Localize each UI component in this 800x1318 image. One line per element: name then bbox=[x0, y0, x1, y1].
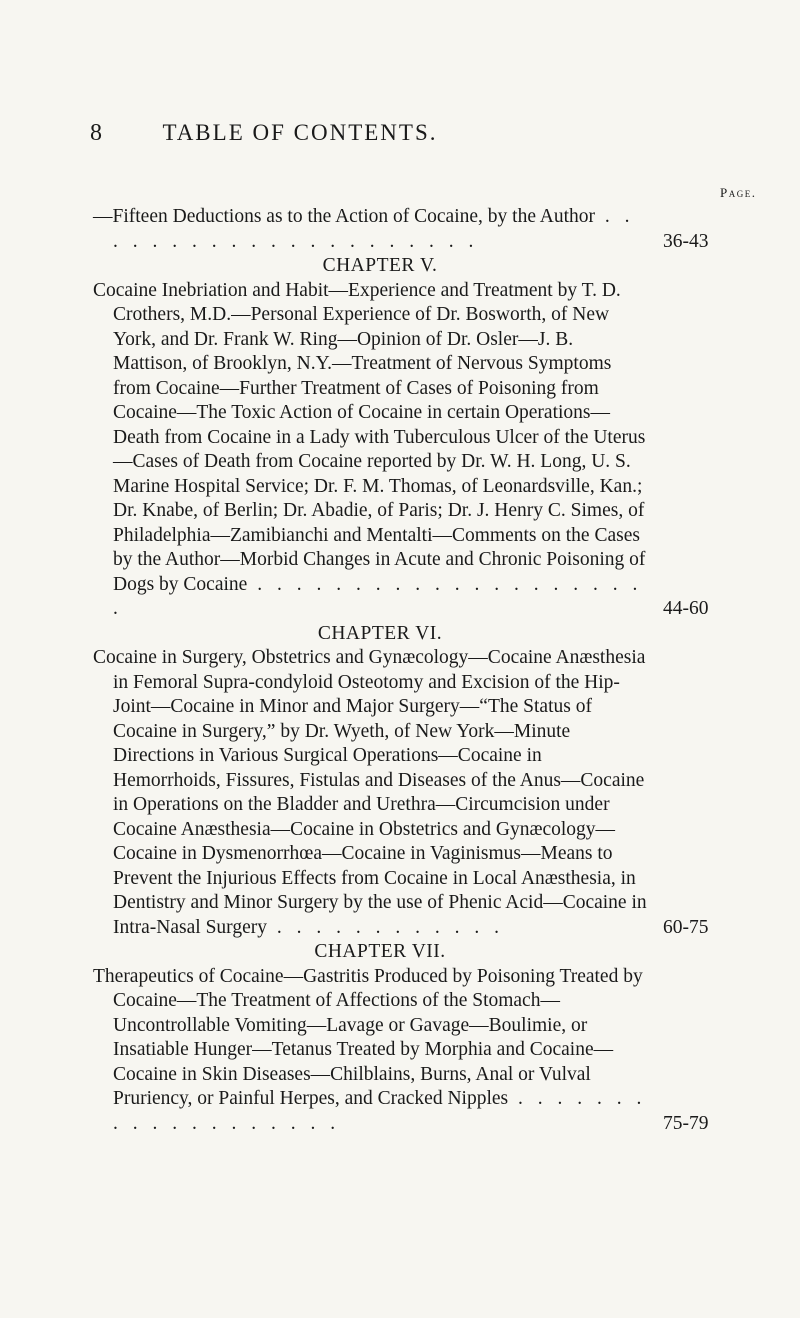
dot-leader: . . . . . . . . . . . . . . . . . . . . . bbox=[113, 573, 643, 619]
running-head: TABLE OF CONTENTS. bbox=[162, 120, 438, 145]
chapter-heading: CHAPTER VII. bbox=[314, 941, 446, 962]
dot-leader: . . . . . . . . . . . . bbox=[266, 916, 504, 938]
entry-text: Cocaine Inebriation and Habit—Experience and Treatment by T. D. Crothers, M.D.—Personal Experience of Dr. Bosworth, of New York, and Dr. Frank W. Ring—Opinion of Dr. Osler—J. B. Mattison, of Brooklyn, N.Y.—Treatment of Nervous Symptoms from Cocaine—Further Treatment of Cases of Poisoning from Cocaine—The Toxic Action of Cocaine in certain Operations—Death from Cocaine in a Lady with Tuberculous Ulcer of the Uterus—Cases of Death from Cocaine reported by Dr. W. H. Long, U. S. Marine Hospital Service; Dr. F. M. Thomas, of Leonardsville, Kan.; Dr. Knabe, of Berlin; Dr. Abadie, of Paris; Dr. J. Henry C. Simes, of Philadelphia—Zamibianchi and Mentalti—Comments on the Cases by the Author—Morbid Changes in Acute and Chronic Poisoning of Dogs by Cocaine bbox=[93, 279, 646, 595]
chapter-heading: CHAPTER VI. bbox=[317, 622, 443, 644]
contents-entry bbox=[93, 205, 709, 254]
page-number: 8 bbox=[90, 120, 103, 146]
entry-pages: 75-79 bbox=[663, 1112, 709, 1134]
entry-text: Cocaine in Surgery, Obstetrics and Gynæcology—Cocaine Anæsthesia in Femoral Supra-condyloid Osteotomy and Excision of the Hip-Joint—Cocaine in Minor and Major Surgery—“The Status of Cocaine in Surgery,” by Dr. Wyeth, of New York—Minute Directions in Various Surgical Operations—Cocaine in Hemorrhoids, Fissures, Fistulas and Diseases of the Anus—Cocaine in Operations on the Bladder and Urethra—Circumcision under Cocaine Anæsthesia—Cocaine in Obstetrics and Gynæcology—Cocaine in Dysmenorrhœa—Cocaine in Vaginismus—Means to Prevent the Injurious Effects from Cocaine in Local Anæsthesia, in Dentistry and Minor Surgery by the use of Phenic Acid—Cocaine in Intra-Nasal Surgery bbox=[93, 647, 647, 938]
dot-leader: . . . . . . . . . . . . . . . . . . . . . bbox=[113, 206, 635, 252]
entry-text: —Fifteen Deductions as to the Action of Cocaine, by the Author bbox=[93, 206, 596, 227]
page-column-label: Page. bbox=[720, 185, 757, 200]
page-header bbox=[0, 118, 800, 148]
chapter-heading: CHAPTER V. bbox=[322, 255, 438, 276]
entry-pages: 60-75 bbox=[663, 916, 709, 938]
contents-list bbox=[93, 205, 733, 1136]
dot-leader: . . . . . . . . . . . . . . . . . . . bbox=[113, 1088, 647, 1134]
contents-entry bbox=[93, 646, 709, 940]
entry-pages: 36-43 bbox=[663, 230, 709, 252]
contents-entry bbox=[93, 965, 709, 1137]
contents-entry bbox=[93, 279, 709, 622]
entry-text: Therapeutics of Cocaine—Gastritis Produced by Poisoning Treated by Cocaine—The Treatment of Affections of the Stomach—Uncontrollable Vomiting—Lavage or Gavage—Boulimie, or Insatiable Hunger—Tetanus Treated by Morphia and Cocaine—Cocaine in Skin Diseases—Chilblains, Burns, Anal or Vulval Pruriency, or Painful Herpes, and Cracked Nipples bbox=[93, 965, 643, 1109]
entry-pages: 44-60 bbox=[663, 598, 709, 619]
